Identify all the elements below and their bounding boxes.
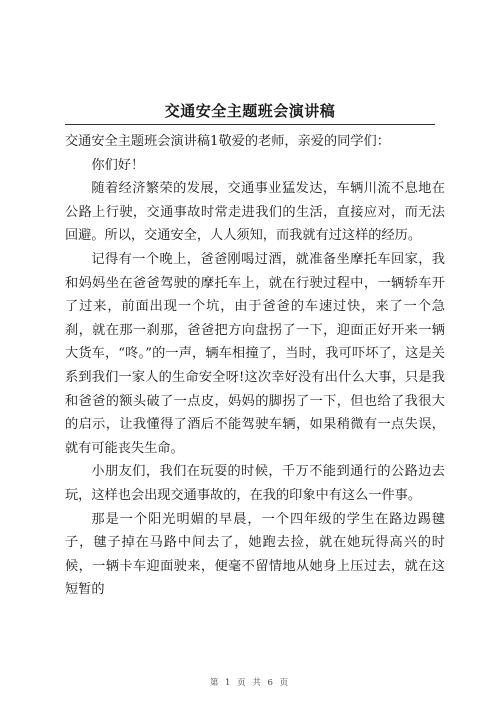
paragraph: 那是一个阳光明媚的早晨，一个四年级的学生在路边踢毽子，毽子掉在马路中间去了，她跑去捡，就在她玩得高兴的时候，一辆卡车迎面驶来，便毫不留情地从她身上压过去，就在这短暂的	[65, 511, 445, 598]
paragraph: 随着经济繁荣的发展，交通事业猛发达，车辆川流不息地在公路上行驶，交通事故时常走进我们的生活，直接应对，而无法回避。所以，交通安全，人人须知，而我就有过这样的经历。	[65, 181, 445, 244]
paragraph: 记得有一个晚上，爸爸刚喝过酒，就准备坐摩托车回家，我和妈妈坐在爸爸驾驶的摩托车上，就在行驶过程中，一辆轿车开了过来，前面出现一个坑，由于爸爸的车速过快，来了一个急刹，就在那一刹那，爸爸把方向盘拐了一下，迎面正好开来一辆大货车，“咚。”的一声，辆车相撞了，当时，我可吓坏了，这是关系到我们一家人的生命安全呀!这次幸好没有出什么大事，只是我和爸爸的额头破了一点皮，妈妈的脚拐了一下，但也给了我很大的启示，让我懂得了酒后不能驾驶车辆，如果稍微有一点失误，就有可能丧失生命。	[65, 251, 445, 456]
paragraph-greeting: 你们好！	[91, 157, 145, 173]
paragraph: 小朋友们，我们在玩耍的时候，千万不能到通行的公路边去玩，这样也会出现交通事故的，在我的印象中有这么一件事。	[65, 464, 445, 503]
document-body	[65, 130, 445, 602]
paragraph-salutation: 交通安全主题班会演讲稿1敬爱的老师，亲爱的同学们：	[65, 134, 390, 149]
title-divider	[65, 124, 435, 125]
page-footer: 第 1 页 共 6 页	[209, 678, 291, 688]
document-title: 交通安全主题班会演讲稿	[164, 102, 336, 120]
